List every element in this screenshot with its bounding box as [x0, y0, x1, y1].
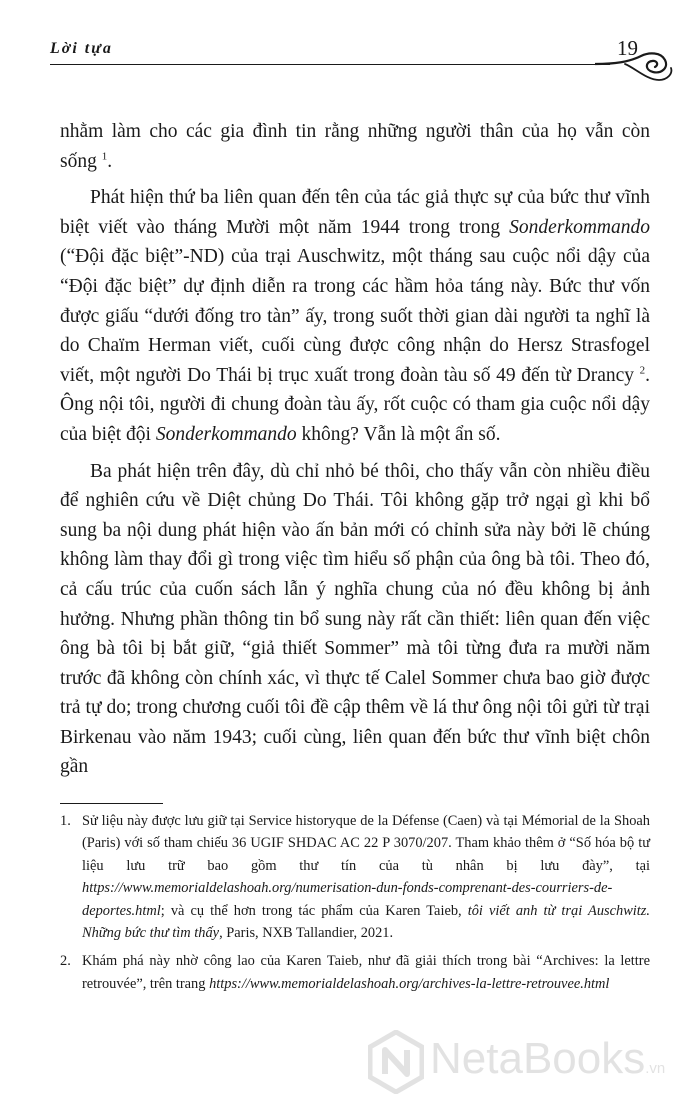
paragraph-3: Ba phát hiện trên đây, dù chỉ nhỏ bé thôi, cho thấy vẫn còn nhiều điều để nghiên cứu về Diệt chủng Do Thái. Tôi không gặp trở ngại gì khi bổ sung ba nội dung phát hiện vào ấn bản mới có chỉnh sửa này bởi lẽ chúng không làm thay đổi gì trong việc tìm hiểu số phận của ông bà tôi. Theo đó, cả cấu trúc của cuốn sách lẫn ý nghĩa chung của nó đều không bị ảnh hưởng. Nhưng phần thông tin bổ sung này rất cần thiết: liên quan đến việc ông bà tôi bị bắt giữ, “giả thiết Sommer” mà tôi từng đưa ra mười năm trước đã không còn chính xác, vì thực tế Calel Sommer chưa bao giờ được trả tự do; trong chương cuối tôi đề cập thêm về lá thư ông nội tôi gửi từ trại Birkenau vào năm 1943; cuối cùng, liên quan đến bức thư vĩnh biệt chôn gần — [60, 460, 650, 778]
footnote-ref-1[interactable]: 1 — [101, 150, 108, 163]
header-rule — [50, 64, 610, 65]
footnote-2: 2. Khám phá này nhờ công lao của Karen Taieb, như đã giải thích trong bài “Archives: la lettre retrouvée”, trên trang https://www.memorialdelashoah.org/archives-la-lettre-retrouvee.html — [60, 950, 650, 995]
scroll-ornament-icon — [595, 50, 675, 90]
running-header — [50, 36, 660, 76]
footnote-ref-2[interactable]: 2 — [639, 364, 646, 377]
footnote-number: 1. — [60, 813, 71, 829]
body-text — [60, 117, 650, 789]
paragraph-2: Phát hiện thứ ba liên quan đến tên của tác giả thực sự của bức thư vĩnh biệt viết vào tháng Mười một năm 1944 trong trong Sonderkommando (“Đội đặc biệt”-ND) của trại Auschwitz, một tháng sau cuộc nổi dậy của “Đội đặc biệt” dự định diễn ra trong các hầm hỏa táng này. Bức thư vốn được giấu “dưới đống tro tàn” ấy, trong suốt thời gian dài người ta nghĩ là do Chaïm Herman viết, cuối cùng được công nhận do Hersz Strasfogel viết, một người Do Thái bị trục xuất trong đoàn tàu số 49 đến từ Drancy $^2$. Ông nội tôi, người đi chung đoàn tàu ấy, rốt cuộc có tham gia cuộc nổi dậy của biệt đội Sonderkommando không? Vẫn là một ẩn số. — [60, 187, 651, 445]
chapter-title: Lời tựa — [50, 40, 113, 57]
page-number: 19 — [617, 36, 638, 60]
paragraph-1: nhằm làm cho các gia đình tin rằng những người thân của họ vẫn còn sống $^1$. — [60, 121, 650, 172]
book-title: tôi viết anh từ trại Auschwitz. Những bức thư tìm thấy — [82, 902, 650, 942]
footnote-1: 1. Sử liệu này được lưu giữ tại Service historyque de la Défense (Caen) và tại Mémorial de la Shoah (Paris) với số tham chiếu 36 UGIF SHDAC AC 22 P 3070/207. Tham khảo thêm ở “Số hóa bộ tư liệu lưu trữ bao gồm thư tín của tù nhân bị lưu đày”, tại https://www.memorialdelashoah.org/numerisation-dun-fonds-comprenant-des-courriers-de-deportes.html; và cụ thể hơn trong tác phẩm của Karen Taieb, tôi viết anh từ trại Auschwitz. Những bức thư tìm thấy, Paris, NXB Tallandier, 2021. — [60, 810, 650, 944]
footnote-number: 2. — [60, 953, 71, 970]
footnote-divider — [60, 803, 163, 804]
netabooks-logo-icon — [368, 1030, 424, 1094]
footnote-link[interactable]: https://www.memorialdelashoah.org/numerisation-dun-fonds-comprenant-des-courriers-de-deportes.html — [82, 880, 613, 919]
footnotes — [60, 810, 650, 1001]
footnote-link[interactable]: https://www.memorialdelashoah.org/archives-la-lettre-retrouvee.html — [209, 975, 610, 992]
watermark — [368, 1026, 688, 1106]
watermark-text: NetaBooks.vn — [430, 1034, 666, 1083]
